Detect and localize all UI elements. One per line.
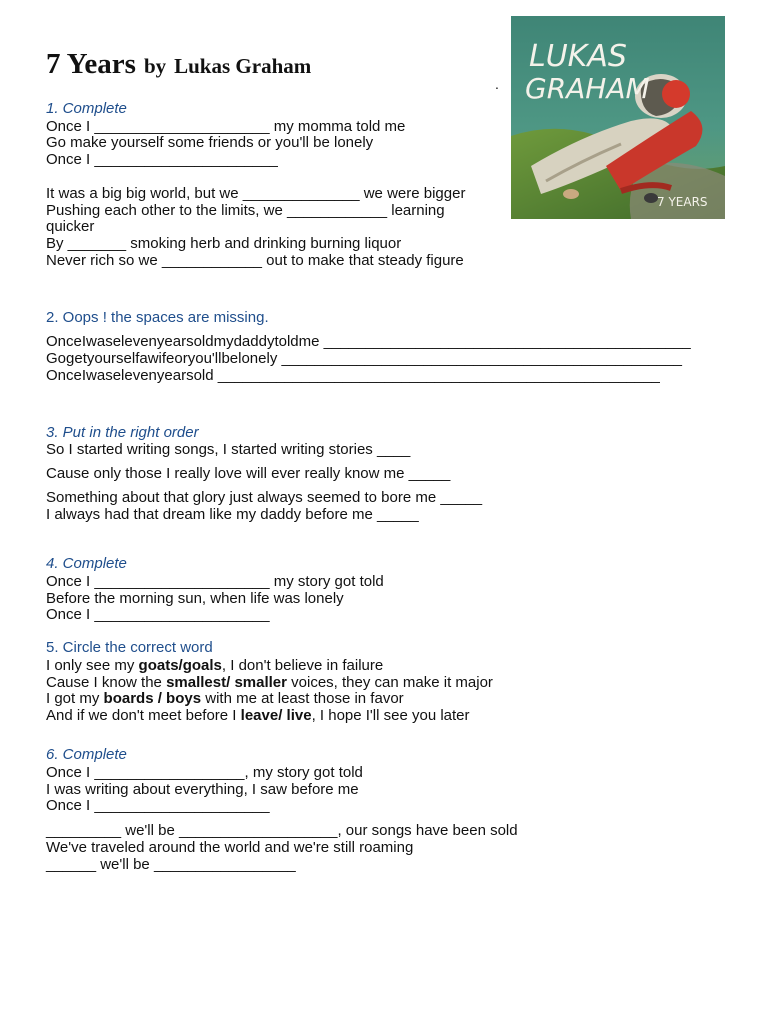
section-6-line: We've traveled around the world and we're still roaming [46, 839, 414, 856]
word-choice: goats/goals [138, 657, 222, 674]
title-by: by [143, 54, 167, 78]
section-3-heading: 3. Put in the right order [46, 424, 199, 441]
section-1-line: Pushing each other to the limits, we ____________ learning [46, 202, 445, 219]
word-choice: smallest/ smaller [166, 674, 287, 691]
line-text: , I hope I'll see you later [311, 707, 470, 724]
section-3-line: Something about that glory just always seemed to bore me _____ [46, 489, 483, 506]
line-text: voices, they can make it major [287, 674, 493, 691]
cover-artist-line2: GRAHAM [525, 72, 650, 105]
artist-name: Lukas Graham [174, 54, 312, 78]
section-1-line: Once I ______________________ [46, 151, 278, 168]
section-6-heading: 6. Complete [46, 746, 127, 763]
section-4-line: Once I _____________________ my story got told [46, 573, 384, 590]
word-choice: leave/ live [240, 707, 312, 724]
section-1-line: Once I _____________________ my momma told me [46, 118, 406, 135]
stray-dot: . [495, 76, 499, 92]
song-title: 7 Years [46, 48, 136, 80]
section-4-line: Before the morning sun, when life was lonely [46, 590, 344, 607]
line-text: And if we don't meet before I [46, 707, 241, 724]
section-5-line [46, 690, 404, 707]
line-text: , I don't believe in failure [221, 657, 384, 674]
line-text: I only see my [46, 657, 139, 674]
section-1-heading: 1. Complete [46, 100, 127, 117]
worksheet-title [46, 44, 311, 81]
section-3-line: Cause only those I really love will ever really know me _____ [46, 465, 451, 482]
section-1-line: Go make yourself some friends or you'll be lonely [46, 134, 374, 151]
section-1-line: quicker [46, 218, 95, 235]
line-text: Cause I know the [46, 674, 167, 691]
section-6-line: Once I _____________________ [46, 797, 270, 814]
section-5-line [46, 707, 470, 724]
section-4-heading: 4. Complete [46, 555, 127, 572]
section-1-line: Never rich so we ____________ out to make that steady figure [46, 252, 464, 269]
section-2-line: OnceIwaselevenyearsold _____________________________________________________ [46, 367, 660, 384]
section-5-line [46, 657, 383, 674]
section-5-line [46, 674, 493, 691]
cover-artist-line1: LUKAS [529, 39, 627, 74]
line-text: I got my [46, 690, 104, 707]
section-1-line: It was a big big world, but we ______________ we were bigger [46, 185, 466, 202]
section-4-line: Once I _____________________ [46, 606, 270, 623]
section-5-heading: 5. Circle the correct word [46, 639, 213, 656]
cover-album-title: 7 YEARS [657, 195, 708, 209]
section-3-line: I always had that dream like my daddy before me _____ [46, 506, 419, 523]
section-6-line: ______ we'll be _________________ [46, 856, 296, 873]
word-choice: boards / boys [103, 690, 202, 707]
section-6-line: Once I __________________, my story got told [46, 764, 363, 781]
section-2-heading: 2. Oops ! the spaces are missing. [46, 309, 269, 326]
section-6-line: I was writing about everything, I saw before me [46, 781, 359, 798]
album-cover-image [511, 16, 725, 219]
section-2-line: OnceIwaselevenyearsoldmydaddytoldme ____________________________________________ [46, 333, 691, 350]
section-2-line: Gogetyourselfawifeoryou'llbelonely ________________________________________________ [46, 350, 682, 367]
line-text: with me at least those in favor [201, 690, 404, 707]
section-3-line: So I started writing songs, I started writing stories ____ [46, 441, 411, 458]
section-6-line: _________ we'll be ___________________, our songs have been sold [46, 822, 518, 839]
section-1-line: By _______ smoking herb and drinking burning liquor [46, 235, 402, 252]
